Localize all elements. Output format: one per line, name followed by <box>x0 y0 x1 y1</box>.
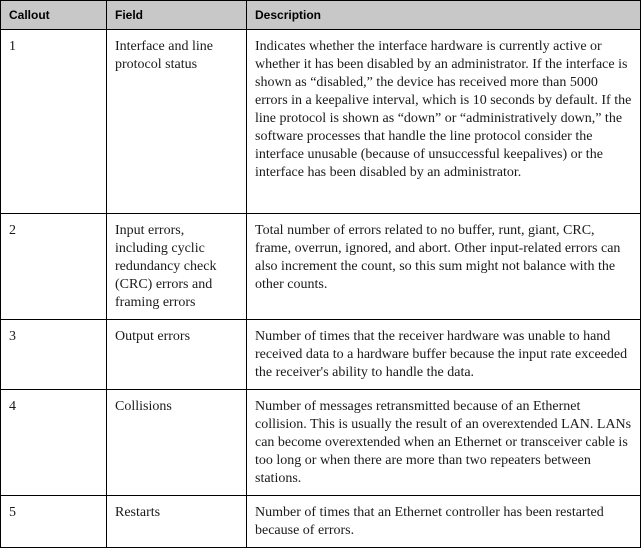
callout-number: 3 <box>1 320 107 390</box>
table-row <box>1 320 641 390</box>
callout-number: 5 <box>1 496 107 548</box>
table-row <box>1 214 641 320</box>
callout-number: 2 <box>1 214 107 320</box>
header-field: Field <box>107 1 247 30</box>
field-name: Output errors <box>107 320 247 390</box>
field-name: Restarts <box>107 496 247 548</box>
table-header-row <box>1 1 641 30</box>
header-callout: Callout <box>1 1 107 30</box>
field-name: Interface and line protocol status <box>107 30 247 214</box>
field-description: Number of times that an Ethernet controller has been restarted because of errors. <box>247 496 641 548</box>
field-description: Total number of errors related to no buffer, runt, giant, CRC, frame, overrun, ignored, and abort. Other input-related errors can also increment the count, so this sum might not balance with the other counts. <box>247 214 641 320</box>
callout-number: 1 <box>1 30 107 214</box>
header-description: Description <box>247 1 641 30</box>
field-description: Number of messages retransmitted because of an Ethernet collision. This is usually the result of an overextended LAN. LANs can become overextended when an Ethernet or transceiver cable is too long or when there are more than two repeaters between stations. <box>247 390 641 496</box>
table-row <box>1 30 641 214</box>
callout-number: 4 <box>1 390 107 496</box>
table-row <box>1 496 641 548</box>
field-description: Number of times that the receiver hardware was unable to hand received data to a hardware buffer because the input rate exceeded the receiver's ability to handle the data. <box>247 320 641 390</box>
field-name: Input errors, including cyclic redundancy check (CRC) errors and framing errors <box>107 214 247 320</box>
table-row <box>1 390 641 496</box>
field-description: Indicates whether the interface hardware is currently active or whether it has been disabled by an administrator. If the interface is shown as “disabled,” the device has received more than 5000 errors in a keepalive interval, which is 10 seconds by default. If the line protocol is shown as “down” or “administratively down,” the software processes that handle the line protocol consider the interface unusable (because of unsuccessful keepalives) or the interface has been disabled by an administrator. <box>247 30 641 214</box>
field-name: Collisions <box>107 390 247 496</box>
